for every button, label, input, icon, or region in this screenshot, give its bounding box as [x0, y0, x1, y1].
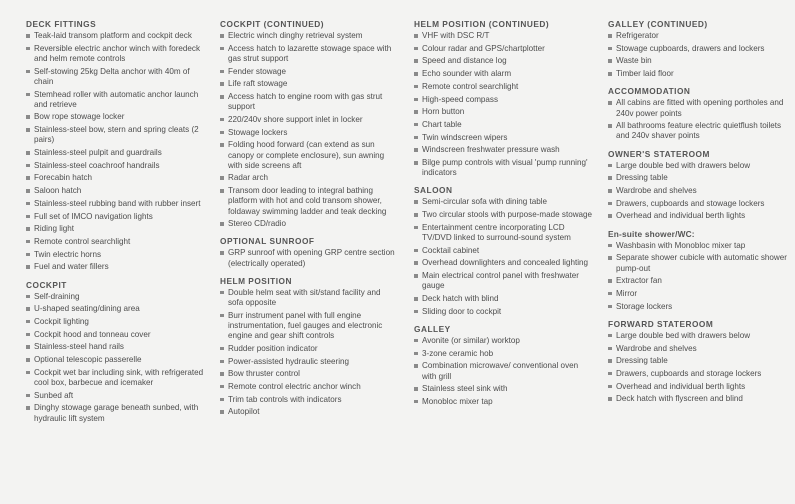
spec-list-item: Drawers, cupboards and storage lockers [608, 369, 788, 379]
spec-list-item: Trim tab controls with indicators [220, 395, 398, 405]
spec-list-item: Bow thruster control [220, 369, 398, 379]
spec-section [608, 228, 788, 312]
section-title: COCKPIT (CONTINUED) [220, 19, 324, 29]
spec-list [26, 292, 206, 424]
spec-list-item: Monobloc mixer tap [414, 397, 594, 407]
spec-list-item: U-shaped seating/dining area [26, 304, 206, 314]
spec-list-item: Bow rope stowage locker [26, 112, 206, 122]
spec-list [414, 31, 594, 178]
spec-list-item: Deck hatch with blind [414, 294, 594, 304]
spec-list-item: Refrigerator [608, 31, 788, 41]
spec-list-item: Stainless steel sink with [414, 384, 594, 394]
spec-list-item: Stainless-steel hand rails [26, 342, 206, 352]
spec-list-item: Overhead and individual berth lights [608, 382, 788, 392]
spec-list-item: Stowage cupboards, drawers and lockers [608, 44, 788, 54]
spec-list-item: Windscreen freshwater pressure wash [414, 145, 594, 155]
spec-section [414, 323, 594, 407]
spec-list-item: All cabins are fitted with opening portholes and 240v power points [608, 98, 788, 118]
spec-list-item: Stainless-steel rubbing band with rubber insert [26, 199, 206, 209]
spec-list-item: Saloon hatch [26, 186, 206, 196]
spec-section [220, 275, 398, 418]
spec-list-item: Dressing table [608, 173, 788, 183]
spec-list-item: Entertainment centre incorporating LCD TV/DVD linked to surround-sound system [414, 223, 594, 243]
spec-list-item: Reversible electric anchor winch with foredeck and helm remote controls [26, 44, 206, 64]
spec-list-item: Large double bed with drawers below [608, 331, 788, 341]
spec-list-item: Cocktail cabinet [414, 246, 594, 256]
section-title: SALOON [414, 185, 453, 196]
spec-list-item: Access hatch to lazarette stowage space with gas strut support [220, 44, 398, 64]
spec-list-item: Cockpit hood and tonneau cover [26, 330, 206, 340]
spec-list-item: Horn button [414, 107, 594, 117]
spec-list-item: Twin electric horns [26, 250, 206, 260]
spec-list-item: Avonite (or similar) worktop [414, 336, 594, 346]
spec-list-item: Forecabin hatch [26, 173, 206, 183]
spec-list-item: Transom door leading to integral bathing platform with hot and cold transom shower, foldaway swimming ladder and teak decking [220, 186, 398, 217]
section-title: FORWARD STATEROOM [608, 318, 714, 329]
spec-list-item: Remote control searchlight [26, 237, 206, 247]
spec-list-item: Stainless-steel pulpit and guardrails [26, 148, 206, 158]
spec-list-item: Teak-laid transom platform and cockpit deck [26, 31, 206, 41]
spec-section [26, 279, 206, 424]
spec-list-item: Fender stowage [220, 67, 398, 77]
spec-list-item: Remote control electric anchor winch [220, 382, 398, 392]
spec-list-item: Deck hatch with flyscreen and blind [608, 394, 788, 404]
spec-list-item: Speed and distance log [414, 56, 594, 66]
section-title: OPTIONAL SUNROOF [220, 236, 315, 247]
spec-list [220, 248, 398, 268]
spec-list-item: Stowage lockers [220, 128, 398, 138]
section-title: GALLEY (CONTINUED) [608, 19, 708, 29]
spec-list-item: Remote control searchlight [414, 82, 594, 92]
spec-list-item: Power-assisted hydraulic steering [220, 357, 398, 367]
spec-list-item: Double helm seat with sit/stand facility and sofa opposite [220, 288, 398, 308]
spec-list-item: Electric winch dinghy retrieval system [220, 31, 398, 41]
spec-list-item: VHF with DSC R/T [414, 31, 594, 41]
spec-list-item: Storage lockers [608, 302, 788, 312]
spec-list-item: Optional telescopic passerelle [26, 355, 206, 365]
spec-list-item: Mirror [608, 289, 788, 299]
spec-list-item: Sliding door to cockpit [414, 307, 594, 317]
spec-list-item: Drawers, cupboards and stowage lockers [608, 199, 788, 209]
spec-section [608, 318, 788, 405]
spec-section [26, 18, 206, 273]
spec-list-item: Cockpit wet bar including sink, with refrigerated cool box, barbecue and icemaker [26, 368, 206, 388]
column-3 [414, 18, 594, 413]
spec-list-item: Stainless-steel coachroof handrails [26, 161, 206, 171]
spec-list-item: Stainless-steel bow, stern and spring cleats (2 pairs) [26, 125, 206, 145]
spec-list [26, 31, 206, 273]
column-4 [608, 18, 788, 411]
spec-section [608, 18, 788, 79]
spec-list-item: Chart table [414, 120, 594, 130]
spec-list-item: Access hatch to engine room with gas strut support [220, 92, 398, 112]
spec-list-item: Radar arch [220, 173, 398, 183]
spec-list-item: Twin windscreen wipers [414, 133, 594, 143]
spec-list-item: Cockpit lighting [26, 317, 206, 327]
spec-list-item: Burr instrument panel with full engine instrumentation, fuel gauges and electronic engine and gear shift controls [220, 311, 398, 342]
section-title: COCKPIT [26, 279, 67, 290]
section-title: OWNER'S STATEROOM [608, 148, 710, 159]
spec-list-item: Full set of IMCO navigation lights [26, 212, 206, 222]
spec-section [220, 235, 398, 268]
spec-list [608, 241, 788, 312]
spec-list-item: Main electrical control panel with freshwater gauge [414, 271, 594, 291]
spec-list-item: Washbasin with Monobloc mixer tap [608, 241, 788, 251]
spec-section [414, 184, 594, 317]
spec-list-item: Life raft stowage [220, 79, 398, 89]
spec-list [220, 31, 398, 229]
column-1 [26, 18, 206, 430]
spec-list-item: Sunbed aft [26, 391, 206, 401]
spec-list-item: Dinghy stowage garage beneath sunbed, with hydraulic lift system [26, 403, 206, 423]
spec-list-item: Stereo CD/radio [220, 219, 398, 229]
spec-list-item: Folding hood forward (can extend as sun canopy or complete enclosure), sun awning with side screens aft [220, 140, 398, 171]
spec-list-item: Self-stowing 25kg Delta anchor with 40m of chain [26, 67, 206, 87]
section-title: HELM POSITION [220, 275, 292, 286]
section-title: GALLEY [414, 323, 451, 334]
spec-list-item: Rudder position indicator [220, 344, 398, 354]
spec-list-item: High-speed compass [414, 95, 594, 105]
section-title: DECK FITTINGS [26, 19, 97, 29]
spec-list [608, 31, 788, 79]
spec-list-item: Waste bin [608, 56, 788, 66]
spec-list [414, 336, 594, 407]
spec-list-item: 220/240v shore support inlet in locker [220, 115, 398, 125]
spec-list-item: Self-draining [26, 292, 206, 302]
section-title: En-suite shower/WC: [608, 228, 695, 239]
spec-list-item: Semi-circular sofa with dining table [414, 197, 594, 207]
spec-list [608, 331, 788, 405]
spec-list-item: Large double bed with drawers below [608, 161, 788, 171]
spec-list-item: Bilge pump controls with visual 'pump running' indicators [414, 158, 594, 178]
spec-list-item: 3-zone ceramic hob [414, 349, 594, 359]
spec-list-item: Wardrobe and shelves [608, 344, 788, 354]
spec-list [220, 288, 398, 418]
spec-section [414, 18, 594, 178]
spec-list-item: Separate shower cubicle with automatic shower pump-out [608, 253, 788, 273]
spec-list-item: Overhead and individual berth lights [608, 211, 788, 221]
spec-list-item: Stemhead roller with automatic anchor launch and retrieve [26, 90, 206, 110]
spec-list-item: Autopilot [220, 407, 398, 417]
spec-list-item: Overhead downlighters and concealed lighting [414, 258, 594, 268]
spec-list-item: Echo sounder with alarm [414, 69, 594, 79]
spec-list-item: All bathrooms feature electric quietflush toilets and 240v shaver points [608, 121, 788, 141]
spec-list-item: Two circular stools with purpose-made stowage [414, 210, 594, 220]
spec-list-item: Combination microwave/ conventional oven with grill [414, 361, 594, 381]
spec-list-item: Fuel and water fillers [26, 262, 206, 272]
spec-list [608, 98, 788, 141]
spec-list-item: Riding light [26, 224, 206, 234]
spec-section [220, 18, 398, 229]
section-title: HELM POSITION (CONTINUED) [414, 19, 550, 29]
spec-list-item: Timber laid floor [608, 69, 788, 79]
spec-list [414, 197, 594, 317]
spec-section [608, 148, 788, 222]
spec-list-item: Extractor fan [608, 276, 788, 286]
spec-list [608, 161, 788, 222]
spec-list-item: Colour radar and GPS/chartplotter [414, 44, 594, 54]
column-2 [220, 18, 398, 424]
spec-list-item: Wardrobe and shelves [608, 186, 788, 196]
section-title: ACCOMMODATION [608, 86, 691, 97]
spec-section [608, 85, 788, 141]
spec-list-item: Dressing table [608, 356, 788, 366]
spec-list-item: GRP sunroof with opening GRP centre section (electrically operated) [220, 248, 398, 268]
